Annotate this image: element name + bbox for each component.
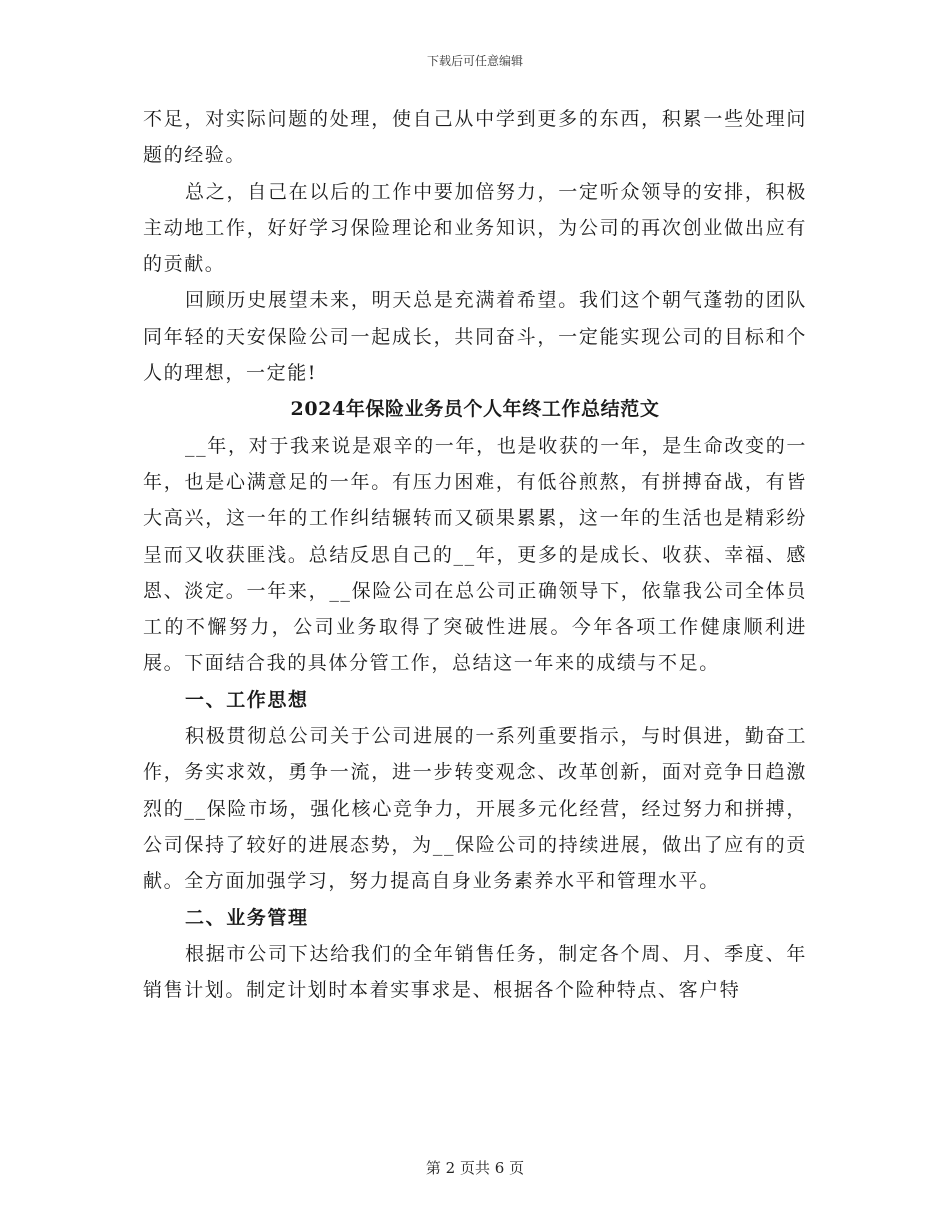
paragraph-outlook: 回顾历史展望未来，明天总是充满着希望。我们这个朝气蓬勃的团队同年轻的天安保险公司一起成长，共同奋斗，一定能实现公司的目标和个人的理想，一定能! <box>143 289 807 385</box>
page-footer: 第 2 页共 6 页 <box>425 1159 525 1177</box>
page-header: 下载后可任意编辑 <box>426 54 523 68</box>
paragraph-work-thought: 积极贯彻总公司关于公司进展的一系列重要指示，与时俱进，勤奋工作，务实求效，勇争一流，进一步转变观念、改革创新，面对竞争日趋激烈的__保险市场，强化核心竞争力，开展多元化经营，经过努力和拼搏，公司保持了较好的进展态势，为__保险公司的持续进展，做出了应有的贡献。全方面加强学习，努力提高自身业务素养水平和管理水平。 <box>143 725 807 893</box>
paragraph-continuation: 不足，对实际问题的处理，使自己从中学到更多的东西，积累一些处理问题的经验。 <box>143 108 807 167</box>
paragraph-conclusion: 总之，自己在以后的工作中要加倍努力，一定听众领导的安排，积极主动地工作，好好学习保险理论和业务知识，为公司的再次创业做出应有的贡献。 <box>143 180 807 276</box>
paragraph-business-management: 根据市公司下达给我们的全年销售任务，制定各个周、月、季度、年销售计划。制定计划时本着实事求是、根据各个险种特点、客户特 <box>143 942 807 1002</box>
heading-business-management: 二、业务管理 <box>185 906 309 929</box>
section-title: 2024年保险业务员个人年终工作总结范文 <box>290 398 660 421</box>
paragraph-intro: __年，对于我来说是艰辛的一年，也是收获的一年，是生命改变的一年，也是心满意足的一年。有压力困难，有低谷煎熬，有拼搏奋战，有皆大高兴，这一年的工作纠结辗转而又硕果累累，这一年的生活也是精彩纷呈而又收获匪浅。总结反思自己的__年，更多的是成长、收获、幸福、感恩、淡定。一年来，__保险公司在总公司正确领导下，依靠我公司全体员工的不懈努力，公司业务取得了突破性进展。今年各项工作健康顺利进展。下面结合我的具体分管工作，总结这一年来的成绩与不足。 <box>143 434 807 675</box>
document-body <box>143 101 807 1008</box>
heading-work-thought: 一、工作思想 <box>185 688 309 711</box>
